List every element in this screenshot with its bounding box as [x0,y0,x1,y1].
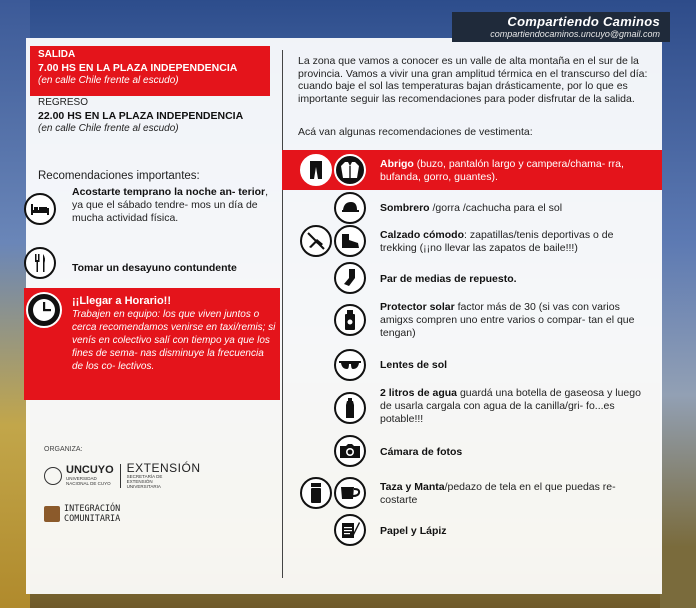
boot-icon [334,225,366,257]
lentes-bold: Lentes de sol [380,359,448,371]
protector-bold: Protector solar [380,301,455,313]
sunscreen-icon [334,304,366,336]
column-divider [282,50,283,578]
medias-bold: Par de medias de repuesto. [380,273,517,285]
camara-bold: Cámara de fotos [380,446,463,458]
background-right [660,0,696,608]
uncuyo-name: UNCUYO [66,464,114,476]
integracion-logo [44,504,144,524]
sombrero-text [380,202,650,215]
sombrero-bold: Sombrero [380,202,430,214]
taza-desc: /pedazo de tela en el que puedas re- costarte [380,481,616,506]
logo-separator [120,464,121,488]
lentes-text [380,359,650,372]
calzado-desc: : zapatillas/tenis deportivas o de trekking (¡¡no llevar las zapatos de baile!!!) [380,229,614,254]
thermos-icon [300,477,332,509]
papel-text [380,525,650,538]
dormir-bold: Acostarte temprano la noche an- terior [72,186,266,198]
bottle-icon [334,392,366,424]
sock-icon [334,262,366,294]
cap-icon [334,192,366,224]
cup-icon [334,477,366,509]
protector-text [380,301,652,340]
no-heels-icon [300,225,332,257]
regreso-label: REGRESO [38,97,89,108]
camera-icon [334,435,366,467]
salida-label: SALIDA [38,49,76,60]
calzado-bold: Calzado cómodo [380,229,465,241]
abrigo-bold: Abrigo [380,158,414,170]
salida-time: 7.00 HS EN LA PLAZA INDEPENDENCIA [38,62,238,74]
bed-icon [24,193,56,225]
salida-note: (en calle Chile frente al escudo) [38,75,179,86]
sombrero-desc: /gorra /cachucha para el sol [429,202,563,214]
cutlery-icon [24,247,56,279]
dormir-text: , ya que el sábado tendre- mos un día de mucha actividad física. [72,186,269,224]
integracion-text: INTEGRACIÓN COMUNITARIA [64,504,121,524]
camara-text [380,446,650,459]
uncuyo-seal-icon [44,467,62,485]
recomendacion-dormir [72,186,272,225]
header-box [452,12,670,42]
sunglasses-icon [334,349,366,381]
agua-text [380,387,654,426]
horario-text: Trabajen en equipo: los que viven juntos o cerca recomendamos venirse en taxi/remis; si venís en colectivo salí con tiempo ya que los fines de sema- nas disminuye la frecuencia de los co- lectivos. [72,309,276,372]
abrigo-text [380,158,650,184]
extension-name: EXTENSIÓN [126,461,201,475]
header-title: Compartiendo Caminos [507,14,660,29]
agua-desc: guardá una botella de gaseosa y luego de usarla cargala con agua de la canilla/gri- fo...es potable!!! [380,387,641,425]
desayuno-bold: Tomar un desayuno contundente [72,262,237,274]
taza-text [380,481,652,507]
uncuyo-logo [44,462,201,489]
header-email[interactable]: compartiendocaminos.uncuyo@gmail.com [490,29,660,39]
medias-text [380,273,650,286]
abrigo-desc: (buzo, pantalón largo y campera/chama- rra, bufanda, gorro, guantes). [380,158,624,183]
uncuyo-subtitle: UNIVERSIDAD NACIONAL DE CUYO [66,476,111,486]
agua-bold: 2 litros de agua [380,387,458,399]
regreso-time: 22.00 HS EN LA PLAZA INDEPENDENCIA [38,110,244,122]
extension-subtitle: SECRETARÍA DE EXTENSIÓN UNIVERSITARIA [126,474,163,489]
taza-bold: Taza y Manta [380,481,445,493]
puzzle-icon [44,506,60,522]
salida-box [30,46,270,96]
calzado-text [380,229,652,255]
pants-icon [300,154,332,186]
intro-paragraph: La zona que vamos a conocer es un valle de alta montaña en el sur de la provincia. Vamos a vivir una gran amplitud térmica en el transcurso del día: cuando baje el sol las temperaturas bajan drásticamente, por lo que es importante seguir las recomendaciones para poder disfrutar de la salida. [298,55,648,105]
protector-desc: factor más de 30 (si vas con varios amigxs compren uno entre varios o compar- tan el que tengan) [380,301,635,339]
papel-bold: Papel y Lápiz [380,525,447,537]
recomendacion-desayuno [72,262,272,275]
horario-title: ¡¡Llegar a Horario!! [72,295,172,307]
clock-icon [26,292,62,328]
paper-pencil-icon [334,514,366,546]
jacket-icon [334,154,366,186]
organiza-label: ORGANIZA: [44,446,83,453]
regreso-note: (en calle Chile frente al escudo) [38,123,179,134]
intro-vestimenta: Acá van algunas recomendaciones de vestimenta: [298,126,533,138]
regreso-box [38,97,278,134]
recomendaciones-title: Recomendaciones importantes: [38,170,200,182]
